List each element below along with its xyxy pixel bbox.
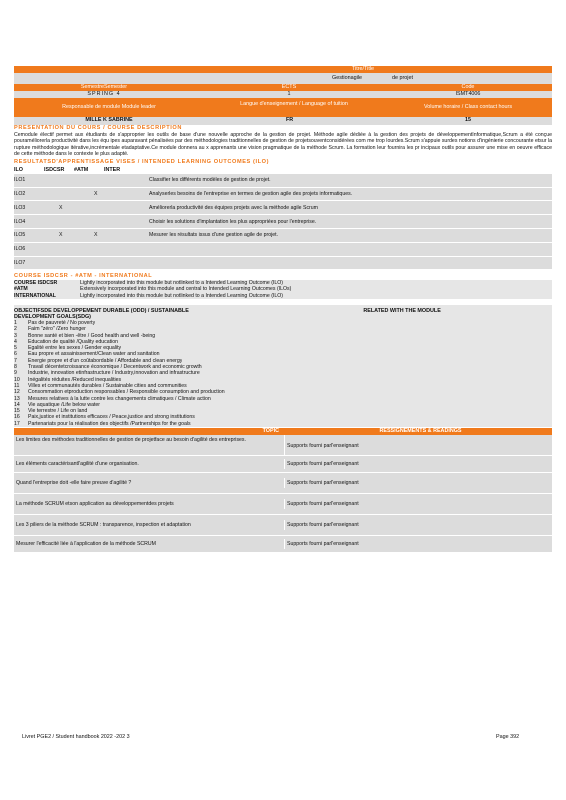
list-item: 10 Inégalités réduites /Reduced inequalities [14, 376, 122, 383]
atm-col-header: #ATM [74, 166, 89, 173]
title-label: Titre/Title [351, 66, 375, 73]
leader-label: Responsable de module Module leader [62, 103, 156, 110]
volume-label: Volume horaire / Class contact hours [423, 103, 513, 110]
list-item: 11 Villes et communautés durables / Sustainable cities and communities [14, 382, 187, 389]
semester-value-row [14, 91, 552, 98]
list-item: 9 Industrie, innovation etinfrastructure / Industry,innovation and infrastructure [14, 370, 200, 377]
volume-value: 15 [465, 117, 471, 124]
semester-header-row [14, 84, 552, 91]
semester-value: SPRING 4 [87, 90, 121, 97]
outline-table [14, 435, 552, 553]
ilo-col-header: ILO [14, 166, 23, 173]
table-row: Les limites des méthodes traditionnelles de gestion de projetface au besoin d'agilité des entreprises. Supports fourni parl'enseignant [14, 435, 552, 456]
presentation-text: Cemodule électif permet aux étudiants de s'approprier les outils de base d'une nouvelle approche de la gestion de projet. Méthode agile dédiée à la gestion des projets de développementInformatique,Scrum a été conçue pouraméliorerla productivité dans les équ ipes auparavant pénalisées par des méthodologies traditionnelles de gestion de projetsouventconsidérées com me trop lourdes.Scrum s'appuie surdes notions d'ingénierie concourante etsur la rupture méthodologique itérative,incrémentale etadaptative.Ce module donnera au x apprenants une vision pragmatique de la méthode Scrum. La formation leur fournira les pr incipaux outils pour assurer une mise en oeuvre efficace de cette méthode dans le contexte le plus adapté. [14, 131, 552, 159]
topic-header: TOPIC [262, 427, 279, 434]
table-row: Les éléments caractérisantl'agilité d'une organisation. Supports fourni parl'enseignant [14, 456, 552, 473]
title-value-2: de projet [392, 75, 413, 82]
table-row: INTERNATIONAL Lightly incorporated into this module but notlinked to a Intended Learning Outcome (ILO) [14, 292, 284, 299]
code-value: ISMT4006 [455, 90, 481, 97]
table-row: La méthode SCRUM etson application au développementdes projets Supports fourni parl'enseignant [14, 494, 552, 515]
title-value-1: Gestionagile [332, 75, 362, 82]
table-row: #ATM Extensively incorporated into this module and central to Intended Learning Outcomes (ILOs) [14, 286, 292, 293]
semester-label: SemestreSemester [80, 83, 128, 90]
list-item: 12 Consommation etproduction responsables / Responsible consumption and production [14, 389, 225, 396]
table-row: COURSE ISDCSR Lightly incorporated into this module but notlinked to a Intended Learning Outcome (ILO) [14, 280, 284, 287]
list-item: 7 Energie propre et d'un coûtabordable / Affordable and clean energy [14, 357, 183, 364]
table-row: ILO7 [14, 257, 552, 271]
list-item: 17 Partenariats pour la réalisation des objectifs /Partnerships for the goals [14, 420, 191, 427]
table-row: ILO2 X Analyserles besoins de l'entreprise en termes de gestion agile des projets informatiques. [14, 188, 552, 202]
language-value: FR [286, 117, 294, 124]
list-item: 3 Bonne santé et bien -être / Good health and well -being [14, 332, 156, 339]
ects-label: ECTS [281, 83, 297, 90]
footer-page-number: Page 392 [496, 734, 520, 740]
inter-col-header: INTER [104, 166, 121, 173]
readings-header: RESSIGNEMENTS & READINGS [379, 427, 462, 434]
presentation-title: PRESENTATION DU COURS / COURSE DESCRIPTION [14, 124, 182, 131]
table-row: Quand l'entreprise doit -elle faire preuve d'agilité ? Supports fourni parl'enseignant [14, 473, 552, 494]
list-item: 16 Paix,justice et institutions efficaces / Peace,justice and strong institutions [14, 414, 195, 421]
leader-value: MILLE K SABRINE [85, 117, 133, 124]
sdg-related-label: RELATED WITH THE MODULE [363, 307, 441, 314]
ects-value: 1 [287, 90, 291, 97]
table-row: ILO1 Classifier les différents modèles de gestion de projet. [14, 174, 552, 188]
title-header-row [14, 66, 552, 73]
ilo-header-row [14, 166, 552, 174]
footer-handbook-label: Livret PGE2 / Student handbook 2022 -202 3 [22, 734, 130, 740]
sdg-header [14, 308, 552, 320]
table-row: ILO3 X Améliorerla productivité des équipes projets avec la méthode agile Scrum [14, 201, 552, 215]
sdg-title-2: DEVELOPMENT GOALS(SDG) [14, 313, 91, 320]
code-label: Code [461, 83, 475, 90]
course-sheet [14, 66, 552, 553]
language-label: Langue d'enseignement / Language of tuition [240, 100, 348, 107]
list-item: 13 Mesures relatives à la lutte contre les changements climatiques / Climate action [14, 395, 211, 402]
title-value-row [14, 73, 552, 84]
course-table [14, 280, 552, 299]
table-row: ILO5 X X Mesurer les résultats issus d'une gestion agile de projet. [14, 229, 552, 243]
leader-value-row [14, 117, 552, 125]
list-item: 6 Eau propre et assainissement/Clean water and sanitation [14, 351, 160, 358]
sdg-list [14, 320, 552, 427]
leader-header-row [14, 98, 552, 117]
sdg-block [14, 305, 552, 427]
table-row: ILO4 Choisir les solutions d'implantation les plus appropriées pour l'entreprise. [14, 215, 552, 229]
ilo-table [14, 174, 552, 271]
table-row: Mesurer l'efficacité liée à l'application de la méthode SCRUM Supports fourni parl'enseignant [14, 536, 552, 553]
list-item: 8 Travail décentetcroissance économique / Decentwork and economic growth [14, 364, 202, 371]
isdcsr-col-header: ISDCSR [44, 166, 65, 173]
table-row: ILO6 [14, 243, 552, 257]
course-section-title: COURSE ISDCSR - #ATM - INTERNATIONAL [14, 273, 153, 280]
outline-header-row [14, 428, 552, 435]
list-item: 15 Vie terrestre / Life on land [14, 408, 88, 415]
list-item: 5 Egalité entre les sexes / Gender equality [14, 345, 122, 352]
sdg-title-1: OBJECTIFSDE DEVELOPPEMENT DURABLE (ODD) / SUSTAINABLE [14, 307, 189, 314]
list-item: 1 Pas de pauvreté / No poverty [14, 319, 96, 326]
list-item: 2 Faim "zéro" /Zero hunger [14, 326, 86, 333]
list-item: 4 Education de qualité /Quality education [14, 338, 118, 345]
list-item: 14 Vie aquatique /Life below water [14, 401, 101, 408]
table-row: Les 3 piliers de la méthode SCRUM : transparence, inspection et adaptation Supports fourni parl'enseignant [14, 515, 552, 536]
ilo-section-title: RESULTATSD'APPRENTISSAGE VISES / INTENDED LEARNING OUTCOMES (ILO) [14, 159, 270, 166]
outline-section-title: CONTENU / MODULE OUTLINE [14, 427, 112, 434]
